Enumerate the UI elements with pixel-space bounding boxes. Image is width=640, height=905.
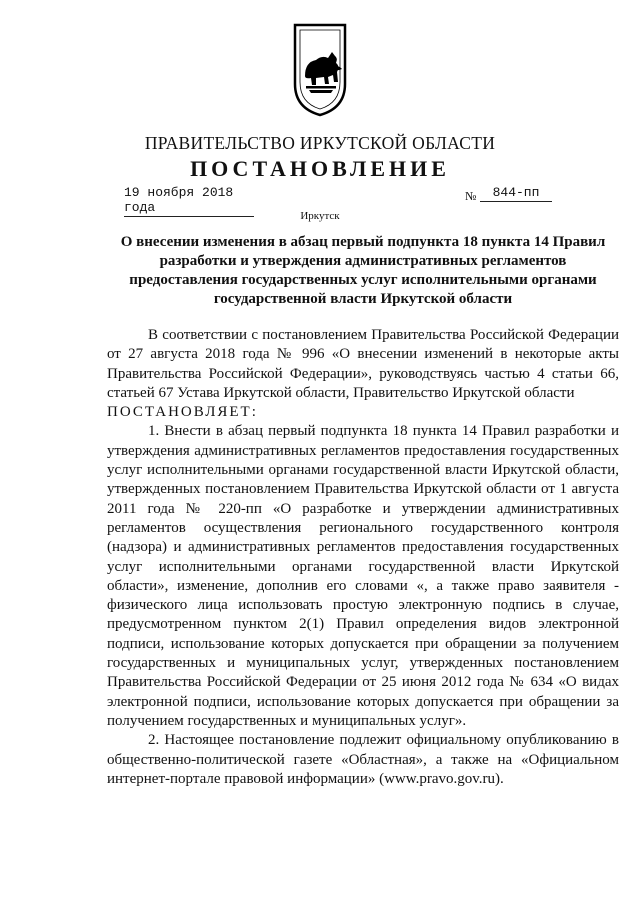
item-2-paragraph: 2. Настоящее постановление подлежит официальному опубликованию в общественно-политической газете «Областная», а также на «Официальном интернет-портале правовой информации» (www.pravo.gov.ru).	[107, 732, 619, 787]
document-type: ПОСТАНОВЛЕНИЕ	[190, 156, 450, 181]
preamble-paragraph: В соответствии с постановлением Правительства Российской Федерации от 27 августа 2018 года № 996 «О внесении изменений в некоторые акты Правительства Российской Федерации», руководствуясь частью 4 статьи 66, статьей 67 Устава Иркутской области, Правительство Иркутской области	[107, 327, 619, 401]
government-name: ПРАВИТЕЛЬСТВО ИРКУТСКОЙ ОБЛАСТИ	[144, 133, 496, 153]
resolves-heading: ПОСТАНОВЛЯЕТ:	[107, 404, 258, 421]
city-name: Иркутск	[300, 210, 340, 222]
number-sign: №	[465, 189, 477, 203]
item-1-paragraph: 1. Внести в абзац первый подпункта 18 пункта 14 Правил разработки и утверждения административных регламентов предоставления государственных услуг исполнительными органами государственной власти Иркутской области, утвержденных постановлением Правительства Иркутской области от 1 августа 2011 года № 220-пп «О разработке и утверждении административных регламентов осуществления регионального государственного контроля (надзора) и административных регламентов предоставления государственных услуг исполнительными органами государственной власти Иркутской области», изменение, дополнив его словами «, а также право заявителя - физического лица использовать простую электронную подпись в случае, предусмотренном пунктом 2(1) Правил определения видов электронной подписи, использование которых допускается при обращении за получением государственных и муниципальных услуг, утвержденных постановлением Правительства Российской Федерации от 25 июня 2012 года № 634 «О видах электронной подписи, использование которых допускается при обращении за получением государственных и муниципальных услуг».	[107, 423, 619, 729]
decree-body	[107, 326, 619, 789]
coat-of-arms-icon	[292, 22, 348, 118]
decree-title: О внесении изменения в абзац первый подпункта 18 пункта 14 Правил разработки и утверждения административных регламентов предоставления государственных услуг исполнительными органами государственной власти Иркутской области	[120, 234, 606, 307]
decree-number: 844-пп	[480, 185, 552, 202]
decree-date: 19 ноября 2018 года	[124, 185, 254, 217]
